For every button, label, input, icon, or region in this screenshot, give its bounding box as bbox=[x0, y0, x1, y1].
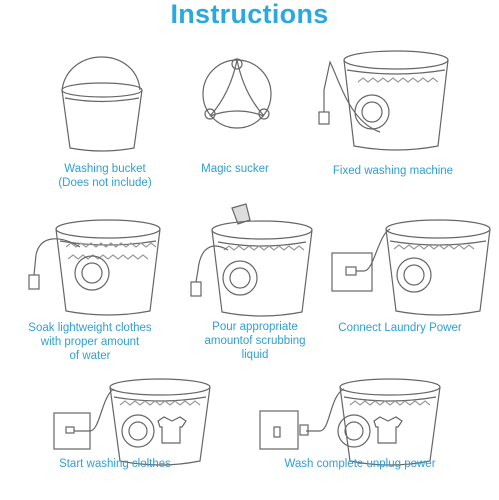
bucket-with-washer-icon bbox=[310, 42, 470, 157]
step-3-fixed-washer bbox=[310, 42, 470, 177]
step-caption: Magic sucker bbox=[201, 163, 269, 175]
step-caption: Start washing clolthes bbox=[59, 458, 171, 470]
step-caption: Connect Laundry Power bbox=[338, 322, 462, 334]
step-1-bucket bbox=[40, 42, 160, 189]
bucket-with-water-icon bbox=[20, 215, 170, 325]
step-caption: Washing bucket (Does not include) bbox=[58, 163, 152, 189]
step-4-soak bbox=[20, 215, 170, 362]
pour-detergent-icon bbox=[180, 200, 330, 320]
step-6-connect-power bbox=[330, 215, 490, 334]
step-caption: Fixed washing machine bbox=[332, 165, 454, 177]
suction-cup-icon bbox=[180, 42, 320, 152]
step-5-pour bbox=[180, 200, 330, 361]
bucket-icon bbox=[40, 42, 160, 152]
step-caption: Soak lightweight clothes with proper amount of water bbox=[28, 322, 152, 362]
power-socket-icon bbox=[330, 215, 490, 325]
step-8-unplug bbox=[250, 375, 450, 475]
step-2-magic-sucker bbox=[180, 42, 320, 175]
step-caption: Wash complete unplug power bbox=[284, 458, 436, 470]
step-7-start-washing bbox=[50, 375, 210, 475]
page-title: Instructions bbox=[170, 0, 329, 29]
step-caption: Pour appropriate amountof scrubbing liquid bbox=[204, 321, 306, 361]
